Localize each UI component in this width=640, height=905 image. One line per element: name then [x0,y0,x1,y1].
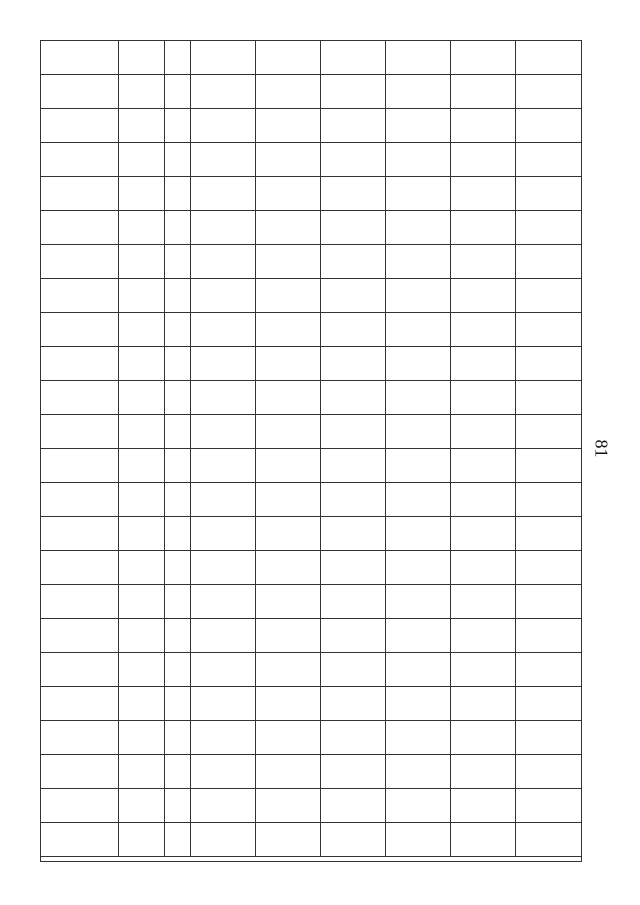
table-cell [321,789,386,823]
table-cell [41,381,119,415]
table-cell [256,585,321,619]
table-cell [321,483,386,517]
table-cell [191,109,256,143]
table-cell [321,585,386,619]
table-cell [516,653,581,687]
table-cell [516,721,581,755]
table-cell [451,313,516,347]
table-cell [516,619,581,653]
table-cell [191,279,256,313]
table-cell [165,517,191,551]
table-cell [256,687,321,721]
table-cell [516,415,581,449]
table-cell [41,483,119,517]
table-cell [41,211,119,245]
table-cell [41,279,119,313]
table-cell [41,517,119,551]
table-cell [191,313,256,347]
table-cell [191,177,256,211]
table-cell [516,347,581,381]
table-cell [191,517,256,551]
table-cell [119,687,165,721]
table-cell [256,551,321,585]
table-cell [321,41,386,75]
table-cell [386,449,451,483]
table-cell [451,789,516,823]
table-cell [119,755,165,789]
table-cell [256,789,321,823]
table-cell [256,109,321,143]
table-cell [321,619,386,653]
table-cell [516,313,581,347]
table-cell [191,653,256,687]
table-cell [516,449,581,483]
table-cell [165,721,191,755]
table-cell [165,245,191,279]
table-cell [516,585,581,619]
table-cell [256,75,321,109]
table-cell [119,653,165,687]
table-cell [321,653,386,687]
table-cell [165,653,191,687]
table-cell [165,143,191,177]
table-cell [386,755,451,789]
table-cell [119,721,165,755]
table-cell [256,415,321,449]
table-cell [119,551,165,585]
table-cell [321,347,386,381]
table-cell [41,75,119,109]
table-cell [119,109,165,143]
table-cell [386,585,451,619]
table-cell [516,789,581,823]
table-cell [191,823,256,857]
table-cell [119,619,165,653]
table-cell [191,143,256,177]
table-cell [41,585,119,619]
table-cell [451,415,516,449]
table-cell [451,653,516,687]
table-cell [165,211,191,245]
table-cell [516,551,581,585]
table-cell [256,483,321,517]
table-cell [451,755,516,789]
table-cell [386,109,451,143]
table-cell [451,619,516,653]
table-cell [191,41,256,75]
table-cell [386,415,451,449]
table-cell [516,109,581,143]
table-cell [191,211,256,245]
table-cell [165,41,191,75]
table-cell [321,109,386,143]
table-cell [256,449,321,483]
table-cell [256,755,321,789]
table-cell [191,755,256,789]
table-cell [321,381,386,415]
table-cell [165,449,191,483]
table-cell [256,245,321,279]
table-cell [451,517,516,551]
table-cell [165,483,191,517]
table-cell [386,721,451,755]
table-cell [119,483,165,517]
table-cell [119,75,165,109]
table-cell [119,415,165,449]
table-cell [41,177,119,211]
table-cell [516,245,581,279]
table-cell [119,347,165,381]
table-cell [41,313,119,347]
table-cell [41,415,119,449]
table-cell [321,143,386,177]
table-cell [386,381,451,415]
table-cell [386,619,451,653]
table-cell [119,585,165,619]
table-cell [256,721,321,755]
table-cell [191,687,256,721]
table-cell [256,381,321,415]
table-cell [191,415,256,449]
table-cell [321,755,386,789]
table-cell [41,755,119,789]
table-cell [191,75,256,109]
table-cell [321,517,386,551]
table-cell [191,619,256,653]
table-cell [191,245,256,279]
table-cell [191,381,256,415]
table-cell [516,75,581,109]
table-cell [516,687,581,721]
table-cell [165,551,191,585]
table-cell [41,687,119,721]
table-cell [41,789,119,823]
table-cell [516,41,581,75]
table-cell [165,687,191,721]
table-cell [386,279,451,313]
table-cell [386,75,451,109]
table-cell [119,449,165,483]
table-cell [321,211,386,245]
table-cell [451,449,516,483]
table-cell [451,551,516,585]
table-cell [256,517,321,551]
table-cell [321,415,386,449]
table-cell [165,755,191,789]
table-cell [256,211,321,245]
table-cell [451,245,516,279]
table-cell [165,789,191,823]
table-cell [451,109,516,143]
table-cell [321,721,386,755]
table-cell [119,177,165,211]
table-cell [386,211,451,245]
table-cell [191,483,256,517]
table-cell [516,177,581,211]
table-cell [321,449,386,483]
table-cell [165,279,191,313]
table-cell [41,619,119,653]
table-cell [386,313,451,347]
table-cell [256,313,321,347]
table-cell [41,721,119,755]
table-cell [165,415,191,449]
table-cell [119,143,165,177]
table-cell [165,619,191,653]
table-cell [451,177,516,211]
table-cell [119,245,165,279]
table-cell [191,721,256,755]
table-cell [119,279,165,313]
table-cell [119,211,165,245]
table-cell [516,143,581,177]
table-cell [41,109,119,143]
table-cell [451,823,516,857]
table-cell [451,279,516,313]
table-cell [256,41,321,75]
table-cell [165,177,191,211]
table-cell [386,143,451,177]
table-cell [191,347,256,381]
table-cell [451,211,516,245]
table-cell [119,381,165,415]
table-cell [256,619,321,653]
table-cell [516,381,581,415]
table-cell [41,653,119,687]
table-cell [451,75,516,109]
table-cell [165,347,191,381]
table-cell [386,245,451,279]
table-cell [321,687,386,721]
table-cell [119,41,165,75]
table-cell [451,41,516,75]
table-cell [386,483,451,517]
table-cell [119,517,165,551]
table-grid [41,41,581,861]
table-cell [256,279,321,313]
table-cell [256,823,321,857]
table-cell [386,517,451,551]
page-number: 81 [591,439,612,458]
table-cell [451,721,516,755]
table-cell [386,41,451,75]
table-cell [516,211,581,245]
table-cell [119,823,165,857]
table-cell [386,687,451,721]
table-cell [119,313,165,347]
table-cell [451,585,516,619]
table-cell [41,41,119,75]
table-cell [321,551,386,585]
table-cell [451,381,516,415]
table-cell [119,789,165,823]
table-cell [256,653,321,687]
table-cell [165,313,191,347]
table-cell [41,551,119,585]
table-cell [516,755,581,789]
table-cell [516,279,581,313]
table-cell [516,517,581,551]
table-cell [191,551,256,585]
table-cell [321,823,386,857]
table-cell [41,143,119,177]
table-cell [386,789,451,823]
table-cell [451,143,516,177]
table-cell [386,177,451,211]
table-cell [41,823,119,857]
table-cell [165,109,191,143]
table-cell [256,143,321,177]
table-cell [191,789,256,823]
table-cell [191,585,256,619]
table-cell [41,347,119,381]
table-cell [191,449,256,483]
table-cell [386,551,451,585]
table-cell [165,823,191,857]
table-cell [321,177,386,211]
table-cell [256,177,321,211]
table-cell [516,823,581,857]
table-cell [516,483,581,517]
table-cell [165,585,191,619]
table-cell [451,347,516,381]
table-cell [256,347,321,381]
table-cell [386,823,451,857]
table-cell [41,245,119,279]
table-cell [321,279,386,313]
table-cell [165,381,191,415]
table-cell [386,347,451,381]
table-cell [451,687,516,721]
table-cell [165,75,191,109]
table-cell [451,483,516,517]
table-cell [321,313,386,347]
table-cell [41,449,119,483]
table-cell [321,245,386,279]
rotated-table [40,40,582,862]
table-cell [321,75,386,109]
table-cell [386,653,451,687]
